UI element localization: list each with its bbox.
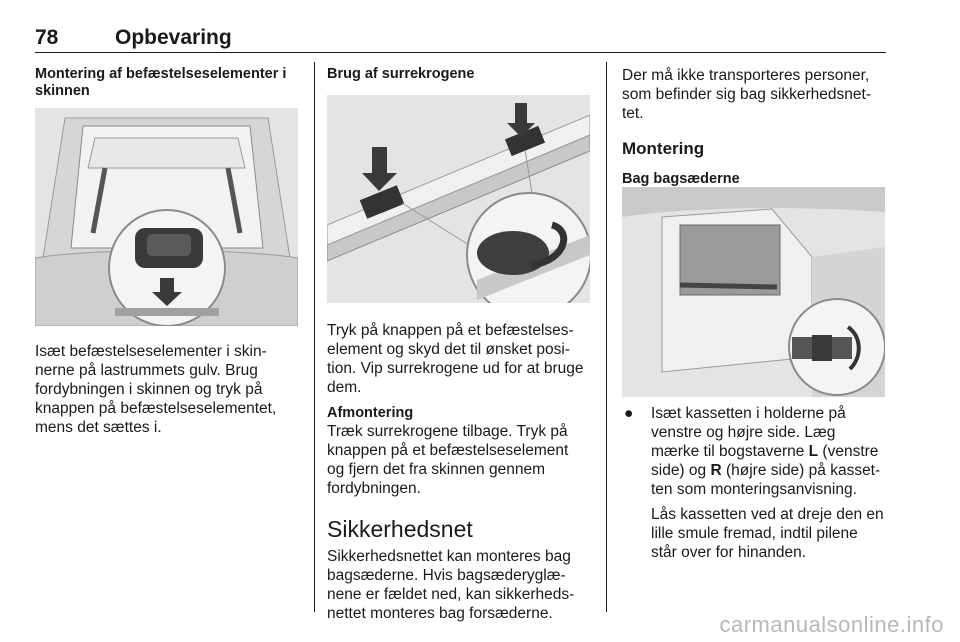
install-text-part-3: (højre side) på kasset- ten som monteringsanvisning. — [651, 462, 881, 498]
lashing-eyes-heading: Brug af surrekrogene — [327, 66, 475, 82]
removal-heading: Afmontering — [327, 405, 414, 421]
rail-mounting-heading: Montering af befæstelseselementer i skinnen — [35, 66, 287, 99]
page-header — [35, 26, 885, 54]
letter-l: L — [808, 443, 819, 460]
install-bullet — [622, 404, 890, 562]
safety-warning-text: Der må ikke transporteres personer, som befinder sig bag sikkerhedsnet- tet. — [622, 67, 871, 122]
column-3 — [622, 66, 890, 188]
column-divider-2 — [606, 62, 607, 612]
letter-r: R — [710, 462, 722, 479]
safety-net-text: Sikkerhedsnettet kan monteres bag bagsæderne. Hvis bagsæderyglæ- nene er fældet ned, kan sikkerheds- nettet monteres bag forsæderne. — [327, 548, 575, 622]
bullet-dot: ● — [624, 405, 634, 422]
lock-cassette-text: Lås kassetten ved at dreje den en lille smule fremad, indtil pilene står over for hinanden. — [651, 506, 884, 561]
column-divider-1 — [314, 62, 315, 612]
lashing-eyes-text: Tryk på knappen på et befæstelses- element og skyd det til ønsket posi- tion. Vip surrekrogene ud for at bruge dem. — [327, 322, 584, 396]
column-3-body — [622, 404, 890, 562]
safety-net-heading: Sikkerhedsnet — [327, 516, 473, 542]
behind-rear-seats-heading: Bag bagsæderne — [622, 171, 740, 187]
removal-text: Træk surrekrogene tilbage. Tryk på knappen på et befæstelseselement og fjern det fra skinnen gennem fordybningen. — [327, 423, 569, 497]
chapter-title: Opbevaring — [115, 26, 232, 49]
installation-heading: Montering — [622, 139, 705, 158]
column-2-body — [327, 321, 593, 623]
cargo-floor-illustration — [35, 108, 298, 326]
watermark: carmanualsonline.info — [719, 612, 944, 637]
safety-net-illustration — [622, 187, 885, 397]
install-bullet-text — [651, 404, 890, 499]
column-1 — [35, 66, 303, 100]
lashing-eye-illustration — [327, 95, 590, 303]
header-rule — [35, 52, 886, 53]
column-1-body — [35, 342, 303, 437]
rail-mounting-text: Isæt befæstelseselementer i skin- nerne på lastrummets gulv. Brug fordybningen i skinnen og tryk på knappen på befæstelseselementet, mens det sættes i. — [35, 343, 277, 436]
column-2 — [327, 66, 593, 83]
page-number: 78 — [35, 26, 59, 49]
install-text-part-2: (venstre side) og — [651, 443, 879, 479]
install-text-part-1: Isæt kassetten i holderne på venstre og højre side. Læg mærke til bogstaverne — [651, 405, 846, 460]
